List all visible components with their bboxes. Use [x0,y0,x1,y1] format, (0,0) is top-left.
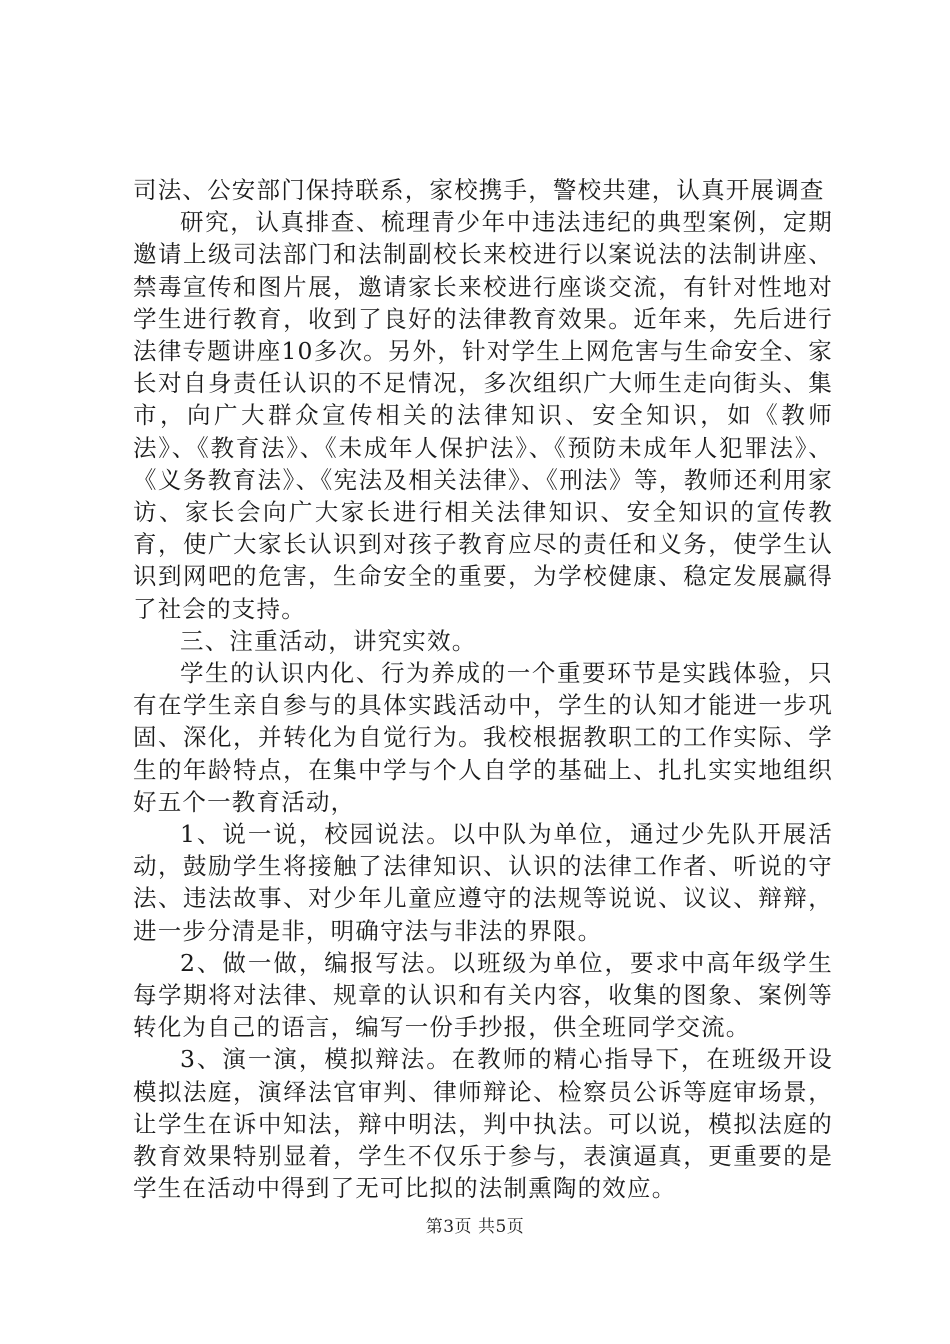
paragraph-4: 学生的认识内化、行为养成的一个重要环节是实践体验，只有在学生亲自参与的具体实践活动中，学生的认知才能进一步巩固、深化，并转化为自觉行为。我校根据教职工的工作实际、学生的年龄特点，在集中学与个人自学的基础上、扎扎实实地组织好五个一教育活动， [133,659,833,816]
list-item-1: 1、说一说，校园说法。以中队为单位，通过少先队开展活动，鼓励学生将接触了法律知识、认识的法律工作者、听说的守法、违法故事、对少年儿童应遵守的法规等说说、议议、辩辩，进一步分清是非，明确守法与非法的界限。 [133,820,833,945]
list-item-3: 3、演一演，模拟辩法。在教师的精心指导下，在班级开设模拟法庭，演绎法官审判、律师辩论、检察员公诉等庭审场景，让学生在诉中知法，辩中明法，判中执法。可以说，模拟法庭的教育效果特别显着，学生不仅乐于参与，表演逼真，更重要的是学生在活动中得到了无可比拟的法制熏陶的效应。 [133,1045,833,1203]
list-item-2: 2、做一做，编报写法。以班级为单位，要求中高年级学生每学期将对法律、规章的认识和有关内容，收集的图象、案例等转化为自己的语言，编写一份手抄报，供全班同学交流。 [133,948,833,1042]
paragraph-1: 司法、公安部门保持联系，家校携手，警校共建，认真开展调查 [133,176,825,204]
page-footer: 第3页 共5页 [425,1217,525,1237]
document-body [133,174,833,1205]
section-heading-3: 三、注重活动，讲究实效。 [180,626,477,655]
paragraph-2: 研究，认真排查、梳理青少年中违法违纪的典型案例，定期邀请上级司法部门和法制副校长来校进行以案说法的法制讲座、禁毒宣传和图片展，邀请家长来校进行座谈交流，有针对性地对学生进行教育，收到了良好的法律教育效果。近年来，先后进行法律专题讲座10多次。另外，针对学生上网危害与生命安全、家长对自身责任认识的不足情况，多次组织广大师生走向街头、集市，向广大群众宣传相关的法律知识、安全知识，如《教师法》、《教育法》、《未成年人保护法》、《预防未成年人犯罪法》、《义务教育法》、《宪法及相关法律》、《刑法》等，教师还利用家访、家长会向广大家长进行相关法律知识、安全知识的宣传教育，使广大家长认识到对孩子教育应尽的责任和义务，使学生认识到网吧的危害，生命安全的重要，为学校健康、稳定发展赢得了社会的支持。 [133,208,833,623]
